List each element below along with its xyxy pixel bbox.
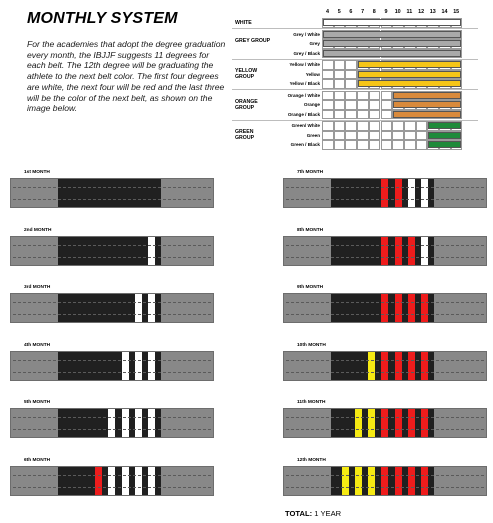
grid-cell <box>345 70 357 80</box>
degree-stripe <box>408 409 415 437</box>
total-value: 1 YEAR <box>314 509 342 518</box>
belt-stitch-line <box>13 199 211 200</box>
belt <box>283 178 487 208</box>
degree-stripe <box>122 352 129 380</box>
month-label: 2nd MONTH <box>24 227 52 233</box>
belt-stitch-line <box>286 429 484 430</box>
grid-cell <box>334 91 346 101</box>
grid-cell <box>345 60 357 70</box>
belt-end-right <box>161 467 213 495</box>
degree-stripe <box>381 294 388 322</box>
belt <box>283 293 487 323</box>
grid-cell <box>322 70 334 80</box>
grid-cell <box>357 140 369 150</box>
belt-stitch-line <box>13 360 211 361</box>
age-column-header: 6 <box>349 9 353 15</box>
degree-stripe <box>368 467 375 495</box>
mini-belt-bar <box>393 111 461 118</box>
mini-belt-bar <box>358 71 461 78</box>
age-column-header: 4 <box>326 9 329 15</box>
grid-cell <box>369 110 381 120</box>
grid-cell <box>345 100 357 110</box>
degree-stripe <box>408 294 415 322</box>
belt-row-label: Green/ White <box>291 123 320 128</box>
grid-cell <box>381 110 393 120</box>
degree-stripe <box>381 467 388 495</box>
degree-stripe <box>368 409 375 437</box>
grid-cell <box>381 140 393 150</box>
grid-cell <box>345 91 357 101</box>
degree-stripe <box>395 179 402 207</box>
grid-cell <box>322 140 334 150</box>
degree-stripe <box>381 352 388 380</box>
grid-cell <box>357 121 369 131</box>
grid-cell <box>392 140 404 150</box>
belt-end-right <box>434 467 486 495</box>
month-label: 5th MONTH <box>24 400 51 405</box>
belt-end-left <box>11 409 58 437</box>
belt-end-left <box>284 352 331 380</box>
belt-end-left <box>284 409 331 437</box>
grid-cell <box>404 131 416 141</box>
belt-row-label: Orange / White <box>287 92 320 98</box>
belt-stitch-line <box>13 429 211 430</box>
belt <box>10 293 214 323</box>
degree-stripe <box>148 352 155 380</box>
belt-progression-table <box>232 7 478 157</box>
group-label: ORANGE GROUP <box>235 98 258 111</box>
belt-stitch-line <box>286 302 484 303</box>
degree-stripe <box>395 294 402 322</box>
belt-stitch-line <box>13 475 211 476</box>
degree-stripe <box>408 352 415 380</box>
belt-end-right <box>161 237 213 265</box>
belt-stitch-line <box>286 257 484 258</box>
belt-stitch-line <box>286 245 484 246</box>
belt-end-right <box>434 179 486 207</box>
group-label: GREY GROUP <box>235 37 271 44</box>
belt-row-label: Yellow <box>305 71 320 77</box>
degree-stripe <box>421 294 428 322</box>
grid-cell <box>404 121 416 131</box>
belt-stitch-line <box>286 475 484 476</box>
degree-stripe <box>368 352 375 380</box>
belt-end-left <box>284 467 331 495</box>
degree-stripe <box>122 467 129 495</box>
degree-stripe <box>395 409 402 437</box>
belt <box>283 351 487 381</box>
grid-cell <box>369 100 381 110</box>
age-column-header: 13 <box>429 9 436 15</box>
belt-end-right <box>434 409 486 437</box>
age-column-header: 10 <box>394 9 401 15</box>
belt-rank-bar <box>58 237 161 265</box>
grid-cell <box>392 131 404 141</box>
degree-stripe <box>122 409 129 437</box>
total-label: TOTAL: <box>285 509 313 518</box>
mini-belt-bar <box>323 40 461 47</box>
belt-stitch-line <box>13 257 211 258</box>
grid-cell <box>334 121 346 131</box>
belt-stitch-line <box>13 487 211 488</box>
degree-stripe <box>108 467 115 495</box>
grid-cell <box>357 100 369 110</box>
month-label: 11th MONTH <box>297 400 326 405</box>
grid-cell <box>381 91 393 101</box>
month-label: 3rd MONTH <box>24 285 51 290</box>
degree-stripe <box>421 237 428 265</box>
grid-cell <box>416 121 428 131</box>
month-label: 10th MONTH <box>297 342 326 348</box>
belt-stitch-line <box>286 199 484 200</box>
grid-cell <box>369 121 381 131</box>
grid-cell <box>357 110 369 120</box>
degree-stripe <box>408 467 415 495</box>
grid-cell <box>369 91 381 101</box>
belt <box>10 466 214 496</box>
degree-stripe <box>421 179 428 207</box>
month-label: 1st MONTH <box>24 170 50 175</box>
grid-cell <box>322 110 334 120</box>
degree-stripe <box>408 179 415 207</box>
degree-stripe <box>395 352 402 380</box>
grid-cell <box>345 79 357 89</box>
intro-paragraph: For the academies that adopt the degree graduation every month, the IBJJF suggests 11 degrees for each belt. The 12th degree will be graduating the athlete to the next belt color. The first four degrees are white, the next four will be red and the last three will be the color of the next belt, as shown on the image below. <box>27 39 226 114</box>
group-label: WHITE <box>235 19 252 26</box>
mini-belt-bar <box>358 61 461 68</box>
grid-cell <box>416 140 428 150</box>
belt-stitch-line <box>286 372 484 373</box>
belt-row-label: Green / Black <box>290 142 320 147</box>
mini-belt-bar <box>323 31 461 38</box>
degree-stripe <box>395 237 402 265</box>
month-label: 9th MONTH <box>297 285 324 290</box>
grid-cell <box>334 110 346 120</box>
month-label: 6th MONTH <box>24 457 51 463</box>
grid-cell <box>334 70 346 80</box>
grid-cell <box>381 121 393 131</box>
grid-cell <box>322 60 334 70</box>
age-column-header: 8 <box>372 9 376 15</box>
degree-stripe <box>381 409 388 437</box>
belt-rank-bar <box>58 179 161 207</box>
grid-cell <box>369 131 381 141</box>
belt-rank-bar <box>58 294 161 322</box>
belt-end-right <box>161 179 213 207</box>
degree-stripe <box>148 409 155 437</box>
grid-cell <box>381 100 393 110</box>
belt-rank-bar <box>58 352 161 380</box>
group-label: GREEN GROUP <box>235 129 255 142</box>
belt-stitch-line <box>13 187 211 188</box>
age-column-header: 15 <box>453 9 460 15</box>
degree-stripe <box>421 467 428 495</box>
belt-end-right <box>434 294 486 322</box>
grid-cell <box>322 131 334 141</box>
degree-stripe <box>148 294 155 322</box>
grid-cell <box>381 131 393 141</box>
belt-end-left <box>11 352 58 380</box>
month-label: 4th MONTH <box>24 342 51 348</box>
grid-cell <box>322 100 334 110</box>
age-column-header: 11 <box>406 9 413 15</box>
belt-row-label: Grey / Black <box>293 50 320 56</box>
belt-end-right <box>161 352 213 380</box>
grid-cell <box>416 131 428 141</box>
grid-cell <box>345 110 357 120</box>
belt-end-left <box>11 237 58 265</box>
belt <box>283 236 487 266</box>
grid-cell <box>357 131 369 141</box>
belt-stitch-line <box>13 417 211 418</box>
belt-end-left <box>11 467 58 495</box>
degree-stripe <box>342 467 349 495</box>
belt <box>10 351 214 381</box>
belt <box>283 408 487 438</box>
degree-stripe <box>148 237 155 265</box>
degree-stripe <box>421 409 428 437</box>
grid-cell <box>334 131 346 141</box>
degree-stripe <box>395 467 402 495</box>
belt-end-right <box>434 352 486 380</box>
grid-cell <box>322 79 334 89</box>
belt-stitch-line <box>286 360 484 361</box>
belt <box>10 408 214 438</box>
degree-stripe <box>148 467 155 495</box>
belt-stitch-line <box>13 372 211 373</box>
belt-row-label: Orange / Black <box>287 111 320 117</box>
age-column-header: 14 <box>441 9 448 15</box>
mini-belt-bar <box>358 80 461 87</box>
grid-cell <box>392 121 404 131</box>
grid-cell <box>357 91 369 101</box>
belt-end-left <box>11 294 58 322</box>
belt-stitch-line <box>286 487 484 488</box>
grid-cell <box>334 140 346 150</box>
mini-belt-bar <box>323 50 461 57</box>
belt-stitch-line <box>13 314 211 315</box>
belt-stitch-line <box>286 314 484 315</box>
belt-end-left <box>11 179 58 207</box>
belt <box>283 466 487 496</box>
degree-stripe <box>408 237 415 265</box>
belt-stitch-line <box>13 302 211 303</box>
grid-cell <box>334 79 346 89</box>
belt-end-left <box>284 237 331 265</box>
grid-cell <box>345 131 357 141</box>
month-label: 7th MONTH <box>297 170 324 175</box>
group-label: YELLOW GROUP <box>235 68 258 81</box>
degree-stripe <box>135 467 142 495</box>
total-duration <box>285 509 341 518</box>
degree-stripe <box>355 467 362 495</box>
belt-row-label: Green <box>306 132 320 138</box>
grid-cell <box>334 100 346 110</box>
belt-row-label: Grey / White <box>293 31 320 37</box>
belt-row-label: Yellow / White <box>289 62 320 67</box>
belt-row-label: Yellow / Black <box>289 81 320 86</box>
degree-stripe <box>381 237 388 265</box>
belt-end-right <box>161 409 213 437</box>
belt-end-right <box>434 237 486 265</box>
mini-belt-bar <box>428 141 461 148</box>
belt-end-left <box>284 179 331 207</box>
degree-stripe <box>381 179 388 207</box>
degree-stripe <box>355 409 362 437</box>
page-title: MONTHLY SYSTEM <box>27 10 178 27</box>
belt-row-label: Grey <box>309 41 320 46</box>
belt-stitch-line <box>286 187 484 188</box>
grid-cell <box>345 140 357 150</box>
month-label: 8th MONTH <box>297 227 324 233</box>
mini-belt-bar <box>428 122 461 129</box>
age-column-header: 7 <box>361 9 365 15</box>
grid-cell <box>334 60 346 70</box>
belt-stitch-line <box>13 245 211 246</box>
grid-cell <box>369 140 381 150</box>
mini-belt-bar <box>393 92 461 99</box>
degree-stripe <box>135 352 142 380</box>
age-column-header: 12 <box>418 9 425 15</box>
degree-stripe <box>108 409 115 437</box>
belt-stitch-line <box>286 417 484 418</box>
belt-end-right <box>161 294 213 322</box>
degree-stripe <box>421 352 428 380</box>
grid-cell <box>404 140 416 150</box>
degree-stripe <box>135 294 142 322</box>
mini-belt-bar <box>428 132 461 139</box>
belt-end-left <box>284 294 331 322</box>
mini-belt-bar <box>323 19 461 26</box>
degree-stripe <box>95 467 102 495</box>
grid-cell <box>345 121 357 131</box>
age-column-header: 5 <box>337 9 341 15</box>
mini-belt-bar <box>393 101 461 108</box>
age-column-header: 9 <box>384 9 388 15</box>
month-label: 12th MONTH <box>297 457 326 463</box>
belt-row-label: Orange <box>303 102 320 107</box>
grid-cell <box>322 91 334 101</box>
belt <box>10 178 214 208</box>
grid-cell <box>322 121 334 131</box>
belt <box>10 236 214 266</box>
degree-stripe <box>135 409 142 437</box>
